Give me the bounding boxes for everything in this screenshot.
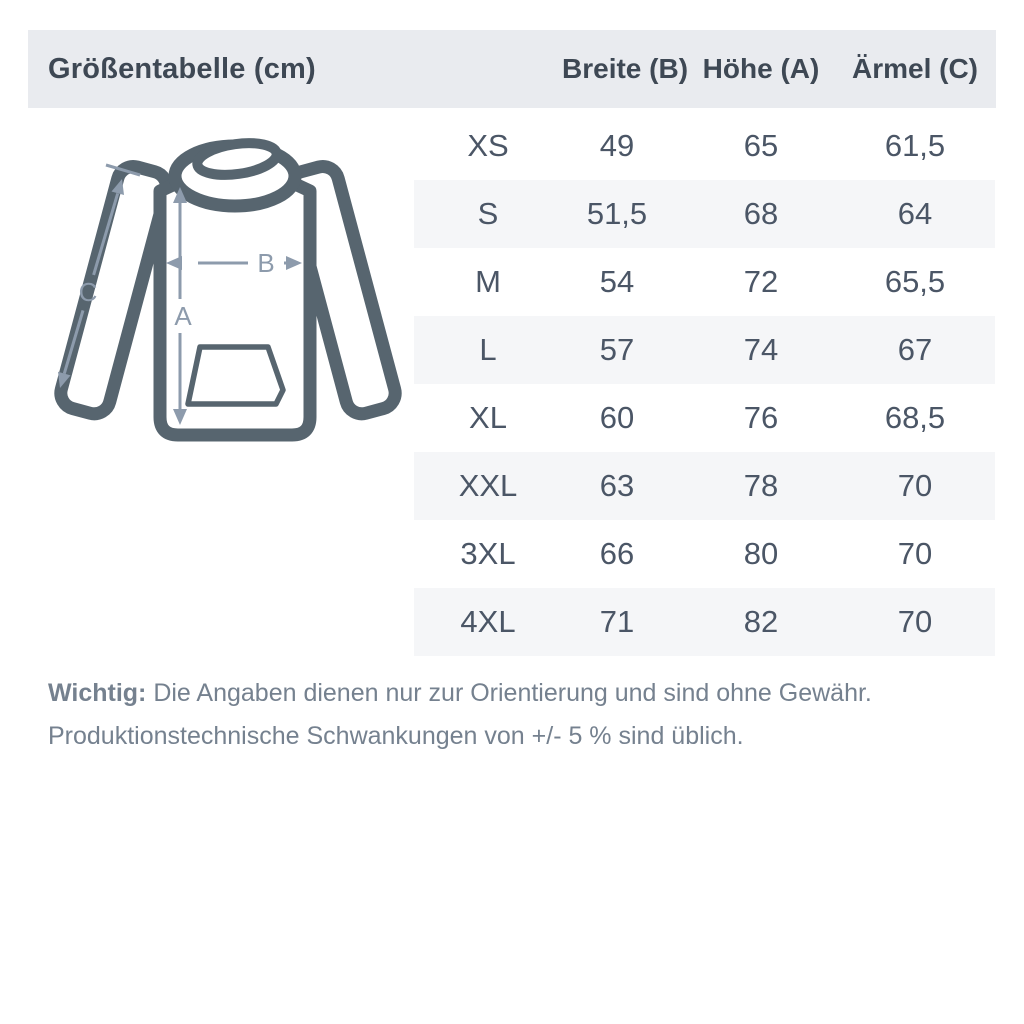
hoehe-cell: 80 <box>743 536 779 571</box>
pocket-icon <box>188 347 283 404</box>
hoodie-measurement-diagram <box>38 125 418 460</box>
column-header-breite: Breite (B) <box>562 53 689 84</box>
page-title: Größentabelle (cm) <box>48 52 316 85</box>
breite-cell: 49 <box>599 128 635 163</box>
size-cell: 4XL <box>460 604 516 639</box>
aermel-cell: 61,5 <box>884 128 946 163</box>
hoehe-cell: 65 <box>743 128 779 163</box>
aermel-cell: 64 <box>897 196 933 231</box>
hoehe-cell: 68 <box>743 196 779 231</box>
breite-cell: 63 <box>599 468 635 503</box>
column-headers <box>562 30 980 108</box>
breite-cell: 51,5 <box>586 196 648 231</box>
hoehe-cell: 82 <box>743 604 779 639</box>
size-chart-header <box>28 30 996 108</box>
size-cell: XXL <box>458 468 518 503</box>
table-row <box>414 588 995 656</box>
aermel-cell: 70 <box>897 468 933 503</box>
size-cell: 3XL <box>460 536 516 571</box>
aermel-cell: 68,5 <box>884 400 946 435</box>
table-row <box>414 112 995 180</box>
disclaimer-note <box>48 672 978 758</box>
diagram-label-c: C <box>78 277 98 307</box>
breite-cell: 66 <box>599 536 635 571</box>
breite-cell: 71 <box>599 604 635 639</box>
size-table <box>414 112 995 656</box>
column-header-hoehe: Höhe (A) <box>702 53 820 84</box>
size-cell: L <box>479 332 497 367</box>
hoehe-cell: 76 <box>743 400 779 435</box>
table-row <box>414 452 995 520</box>
table-row <box>414 384 995 452</box>
hoehe-cell: 78 <box>743 468 779 503</box>
table-row <box>414 316 995 384</box>
note-label: Wichtig: <box>48 679 147 707</box>
aermel-cell: 65,5 <box>884 264 946 299</box>
size-cell: S <box>477 196 499 231</box>
hoehe-cell: 72 <box>743 264 779 299</box>
table-row <box>414 248 995 316</box>
sleeve-left-icon <box>57 163 170 417</box>
note-text-1: Die Angaben dienen nur zur Orientierung und sind ohne Gewähr. <box>146 679 872 707</box>
aermel-cell: 70 <box>897 536 933 571</box>
column-header-aermel: Ärmel (C) <box>851 53 978 84</box>
breite-cell: 54 <box>599 264 635 299</box>
size-cell: M <box>475 264 501 299</box>
note-text-2: Produktionstechnische Schwankungen von +/- 5 % sind üblich. <box>48 722 744 750</box>
table-row <box>414 180 995 248</box>
note-line-2 <box>48 715 978 758</box>
hoehe-cell: 74 <box>743 332 779 367</box>
table-row <box>414 520 995 588</box>
size-cell: XS <box>467 128 509 163</box>
aermel-cell: 67 <box>897 332 933 367</box>
breite-cell: 60 <box>599 400 635 435</box>
note-line-1 <box>48 672 978 715</box>
breite-cell: 57 <box>599 332 635 367</box>
aermel-cell: 70 <box>897 604 933 639</box>
diagram-label-b: B <box>257 248 275 278</box>
diagram-label-a: A <box>174 301 192 331</box>
size-cell: XL <box>469 400 507 435</box>
